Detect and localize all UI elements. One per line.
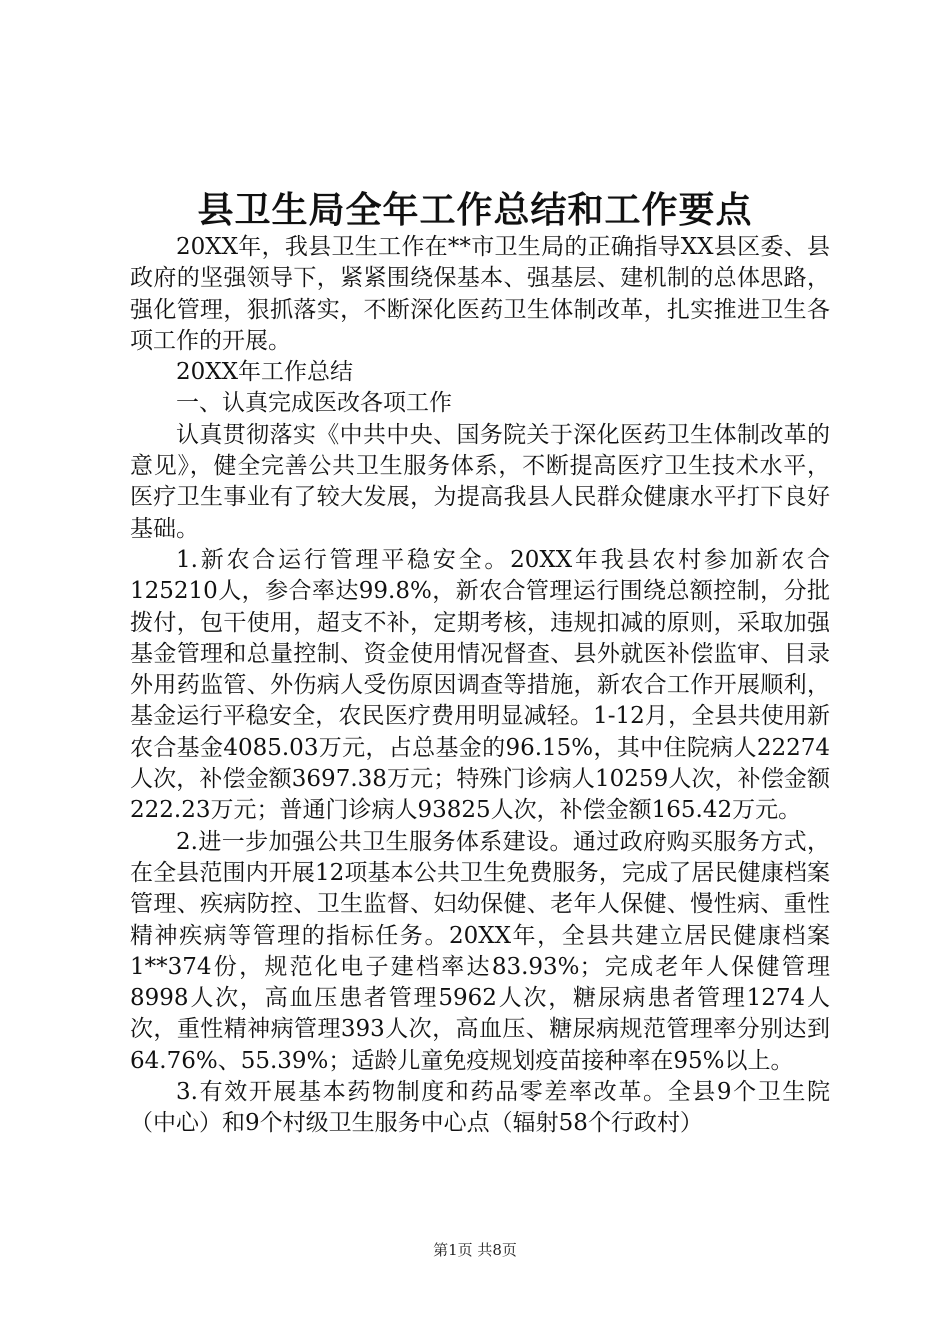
section-heading-reform: 一、认真完成医改各项工作	[176, 390, 452, 417]
document-title: 县卫生局全年工作总结和工作要点	[197, 189, 753, 231]
paragraph-item-2: 2.进一步加强公共卫生服务体系建设。通过政府购买服务方式，在全县范围内开展12项基本公共卫生免费服务，完成了居民健康档案管理、疾病防控、卫生监督、妇幼保健、老年人保健、慢性病、重性精神疾病等管理的指标任务。20XX年，全县共建立居民健康档案1**374份，规范化电子建档率达83.93%；完成老年人保健管理8998人次，高血压患者管理5962人次，糖尿病患者管理1274人次，重性精神病管理393人次，高血压、糖尿病规范管理率分别达到64.76%、55.39%；适龄儿童免疫规划疫苗接种率在95%以上。	[130, 828, 830, 1074]
paragraph-reform-overview: 认真贯彻落实《中共中央、国务院关于深化医药卫生体制改革的意见》，健全完善公共卫生服务体系，不断提高医疗卫生技术水平，医疗卫生事业有了较大发展，为提高我县人民群众健康水平打下良好基础。	[130, 421, 830, 542]
section-heading-summary: 20XX年工作总结	[176, 359, 354, 386]
paragraph-item-3: 3.有效开展基本药物制度和药品零差率改革。全县9个卫生院（中心）和9个村级卫生服务中心点（辐射58个行政村）	[130, 1079, 830, 1137]
paragraph-item-1: 1.新农合运行管理平稳安全。20XX年我县农村参加新农合125210人，参合率达99.8%，新农合管理运行围绕总额控制，分批拨付，包干使用，超支不补，定期考核，违规扣减的原则，采取加强基金管理和总量控制、资金使用情况督查、县外就医补偿监审、目录外用药监管、外伤病人受伤原因调查等措施，新农合工作开展顺利，基金运行平稳安全，农民医疗费用明显减轻。1-12月，全县共使用新农合基金4085.03万元，占总基金的96.15%，其中住院病人22274人次，补偿金额3697.38万元；特殊门诊病人10259人次，补偿金额222.23万元；普通门诊病人93825人次，补偿金额165.42万元。	[130, 546, 830, 824]
document-body	[130, 232, 830, 1140]
page-footer: 第1页 共8页	[433, 1241, 517, 1259]
paragraph-intro: 20XX年，我县卫生工作在**市卫生局的正确指导XX县区委、县政府的坚强领导下，紧紧围绕保基本、强基层、建机制的总体思路，强化管理，狠抓落实，不断深化医药卫生体制改革，扎实推进卫生各项工作的开展。	[130, 234, 830, 354]
